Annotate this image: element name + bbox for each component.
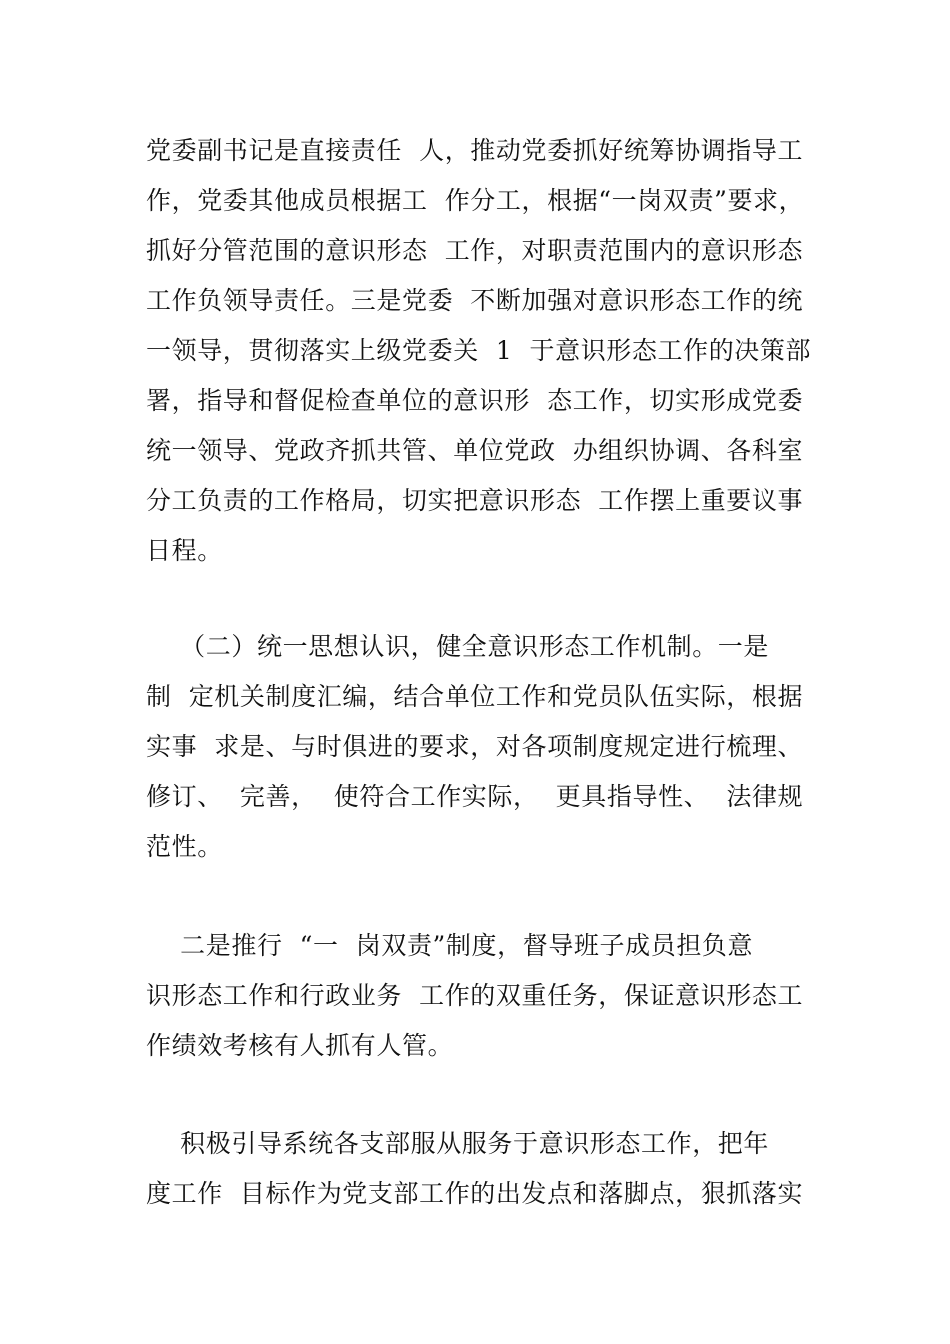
text-line: 二是推行 “一 岗双责”制度，督导班子成员担负意 (146, 931, 754, 960)
text-line: （二）统一思想认识，健全意识形态工作机制。一是 (146, 632, 769, 661)
text-line: 积极引导系统各支部服从服务于意识形态工作，把年 (146, 1129, 769, 1158)
text-line: 署，指导和督促检查单位的意识形 态工作，切实形成党委 (146, 386, 804, 415)
text-line: 统一领导、党政齐抓共管、单位党政 办组织协调、各科室 (146, 436, 804, 465)
paragraph-2 (146, 622, 826, 872)
text-line: 作，党委其他成员根据工 作分工，根据“一岗双责”要求， (146, 186, 805, 215)
text-line: 分工负责的工作格局，切实把意识形态 工作摆上重要议事 (146, 486, 804, 515)
paragraph-4 (146, 1119, 826, 1219)
text-line: 党委副书记是直接责任 人，推动党委抓好统筹协调指导工 (146, 136, 804, 165)
paragraph-3 (146, 921, 826, 1071)
text-line: 作绩效考核有人抓有人管。 (146, 1031, 454, 1060)
text-line: 实事 求是、与时俱进的要求，对各项制度规定进行梳理、 (146, 732, 804, 761)
text-line: 修订、 完善， 使符合工作实际， 更具指导性、 法律规 (146, 782, 804, 811)
text-line: 一领导，贯彻落实上级党委关 1 于意识形态工作的决策部 (146, 336, 812, 365)
text-line: 日程。 (146, 536, 223, 565)
text-line: 制 定机关制度汇编，结合单位工作和党员队伍实际，根据 (146, 682, 804, 711)
text-line: 度工作 目标作为党支部工作的出发点和落脚点，狠抓落实 (146, 1179, 804, 1208)
text-line: 抓好分管范围的意识形态 工作，对职责范围内的意识形态 (146, 236, 804, 265)
text-line: 识形态工作和行政业务 工作的双重任务，保证意识形态工 (146, 981, 804, 1010)
paragraph-1 (146, 126, 826, 576)
text-line: 工作负领导责任。三是党委 不断加强对意识形态工作的统 (146, 286, 804, 315)
text-line: 范性。 (146, 832, 223, 861)
